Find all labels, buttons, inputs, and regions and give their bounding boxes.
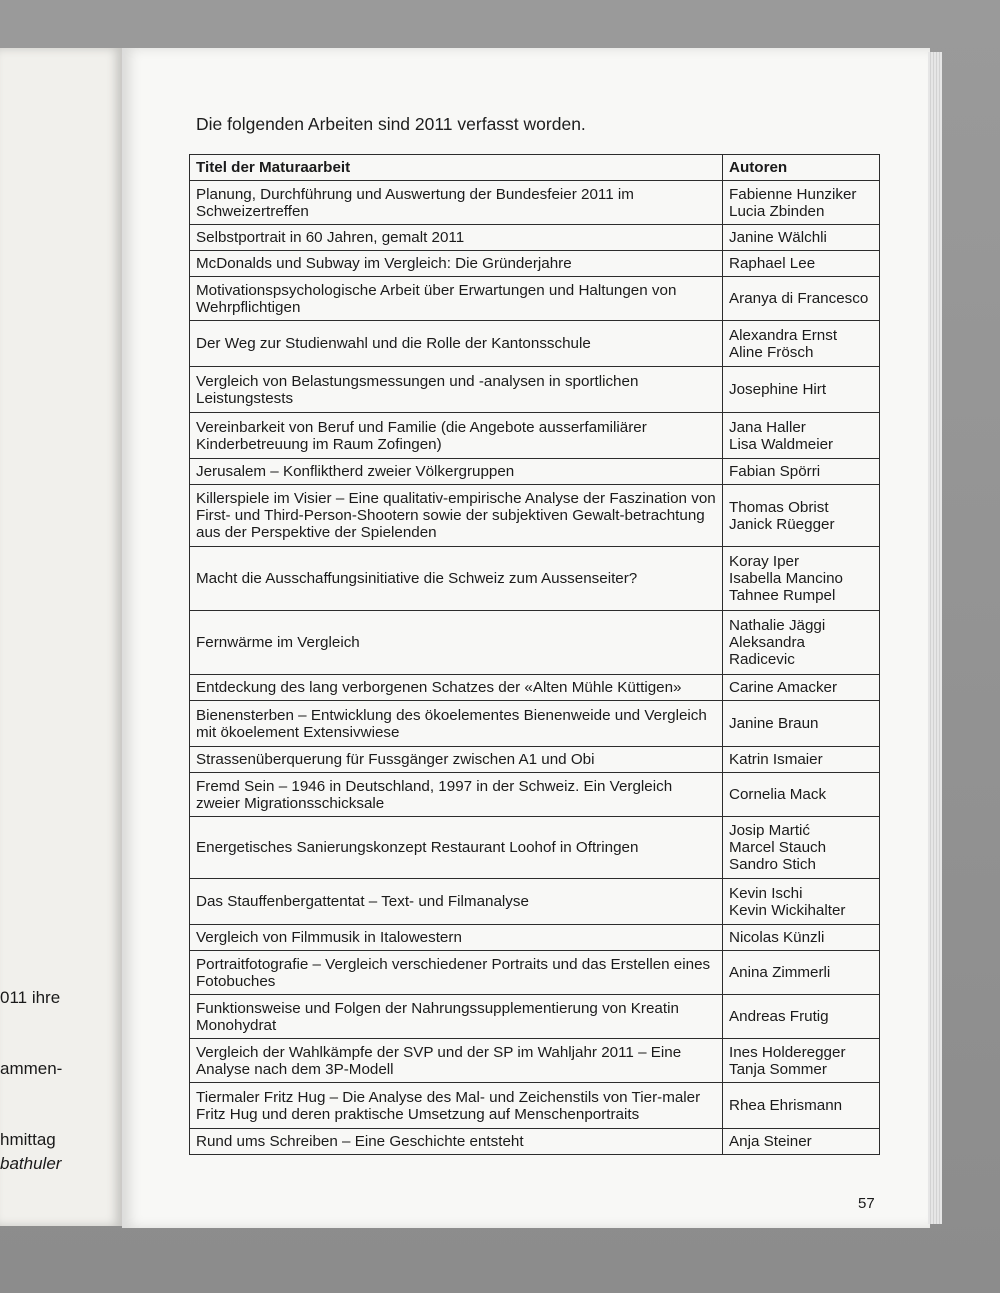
work-title-cell: Vergleich der Wahlkämpfe der SVP und der SP im Wahljahr 2011 – Eine Analyse nach dem 3P-Modell bbox=[190, 1039, 723, 1083]
author-name: Anina Zimmerli bbox=[729, 964, 831, 981]
work-title-cell: Der Weg zur Studienwahl und die Rolle der Kantonsschule bbox=[190, 321, 723, 367]
work-title-cell: Rund ums Schreiben – Eine Geschichte entsteht bbox=[190, 1129, 723, 1155]
table-row bbox=[190, 547, 880, 611]
table-row bbox=[190, 1039, 880, 1083]
authors-cell bbox=[723, 321, 880, 367]
author-name: Janick Rüegger bbox=[729, 515, 835, 533]
work-title-cell: Planung, Durchführung und Auswertung der Bundesfeier 2011 im Schweizertreffen bbox=[190, 181, 723, 225]
authors-cell bbox=[723, 995, 880, 1039]
work-title-cell: Vereinbarkeit von Beruf und Familie (die Angebote ausserfamiliärer Kinderbetreuung im Raum Zofingen) bbox=[190, 413, 723, 459]
author-name: Anja Steiner bbox=[729, 1133, 812, 1150]
author-name: Josephine Hirt bbox=[729, 381, 827, 398]
table-row bbox=[190, 1129, 880, 1155]
work-title-cell: Motivationspsychologische Arbeit über Erwartungen und Haltungen von Wehrpflichtigen bbox=[190, 277, 723, 321]
work-title-cell: Vergleich von Filmmusik in Italowestern bbox=[190, 925, 723, 951]
author-name: Raphael Lee bbox=[729, 255, 816, 272]
table-row bbox=[190, 817, 880, 879]
authors-cell bbox=[723, 181, 880, 225]
work-title-cell: Strassenüberquerung für Fussgänger zwischen A1 und Obi bbox=[190, 747, 723, 773]
work-title-cell: Portraitfotografie – Vergleich verschiedener Portraits und das Erstellen eines Fotobuches bbox=[190, 951, 723, 995]
left-page-text-line: hmittag bbox=[0, 1130, 56, 1149]
author-name: Aleksandra bbox=[729, 634, 805, 651]
table-row bbox=[190, 701, 880, 747]
authors-cell bbox=[723, 1039, 880, 1083]
author-name: Fabian Spörri bbox=[729, 463, 821, 480]
author-name: Andreas Frutig bbox=[729, 1008, 829, 1025]
authors-cell bbox=[723, 367, 880, 413]
author-name: Lucia Zbinden bbox=[729, 202, 825, 220]
left-page-text-line: 011 ihre bbox=[0, 988, 61, 1007]
author-name: Ines Holderegger bbox=[729, 1043, 846, 1061]
table-row bbox=[190, 225, 880, 251]
work-title-cell: McDonalds und Subway im Vergleich: Die Gründerjahre bbox=[190, 251, 723, 277]
page-number: 57 bbox=[858, 1195, 875, 1212]
authors-cell bbox=[723, 701, 880, 747]
authors-cell bbox=[723, 773, 880, 817]
author-name: Aranya di Francesco bbox=[729, 290, 869, 307]
author-name: Cornelia Mack bbox=[729, 786, 827, 803]
authors-cell bbox=[723, 225, 880, 251]
page-stack-edges bbox=[928, 52, 942, 1224]
intro-sentence: Die folgenden Arbeiten sind 2011 verfasst worden. bbox=[196, 114, 586, 134]
author-name: Jana Haller bbox=[729, 418, 806, 436]
authors-cell bbox=[723, 459, 880, 485]
authors-cell bbox=[723, 251, 880, 277]
author-name: Lisa Waldmeier bbox=[729, 435, 834, 453]
author-name: Kevin Ischi bbox=[729, 884, 803, 902]
author-name: Nicolas Künzli bbox=[729, 929, 825, 946]
work-title-cell: Entdeckung des lang verborgenen Schatzes der «Alten Mühle Küttigen» bbox=[190, 675, 723, 701]
work-title-cell: Killerspiele im Visier – Eine qualitativ-empirische Analyse der Faszination von First- und Third-Person-Shootern sowie der subjektiven Gewalt-betrachtung aus der Perspektive der Spielenden bbox=[190, 485, 723, 547]
work-title-cell: Macht die Ausschaffungsinitiative die Schweiz zum Aussenseiter? bbox=[190, 547, 723, 611]
table-row bbox=[190, 413, 880, 459]
authors-cell bbox=[723, 485, 880, 547]
author-name: Tahnee Rumpel bbox=[729, 587, 836, 604]
author-name: Marcel Stauch bbox=[729, 839, 827, 856]
author-name: Rhea Ehrismann bbox=[729, 1097, 843, 1114]
authors-cell bbox=[723, 925, 880, 951]
work-title-cell: Jerusalem – Konfliktherd zweier Völkergruppen bbox=[190, 459, 723, 485]
left-page-text-line: ammen- bbox=[0, 1059, 63, 1078]
author-name: Isabella Mancino bbox=[729, 570, 843, 587]
table-row bbox=[190, 747, 880, 773]
work-title-cell: Fremd Sein – 1946 in Deutschland, 1997 in der Schweiz. Ein Vergleich zweier Migrationsschicksale bbox=[190, 773, 723, 817]
table-row bbox=[190, 951, 880, 995]
table-row bbox=[190, 995, 880, 1039]
left-page-edge bbox=[0, 48, 122, 1226]
author-name: Fabienne Hunziker bbox=[729, 185, 857, 203]
authors-cell bbox=[723, 747, 880, 773]
author-name: Koray Iper bbox=[729, 553, 800, 570]
author-name: Alexandra Ernst bbox=[729, 326, 838, 344]
author-name: Josip Martić bbox=[729, 822, 811, 839]
authors-cell bbox=[723, 413, 880, 459]
work-title-cell: Fernwärme im Vergleich bbox=[190, 611, 723, 675]
table-row bbox=[190, 181, 880, 225]
table-row bbox=[190, 485, 880, 547]
work-title-cell: Tiermaler Fritz Hug – Die Analyse des Mal- und Zeichenstils von Tier-maler Fritz Hug und deren praktische Umsetzung auf Menschenportraits bbox=[190, 1083, 723, 1129]
author-name: Janine Braun bbox=[729, 715, 819, 732]
work-title-cell: Selbstportrait in 60 Jahren, gemalt 2011 bbox=[190, 225, 723, 251]
table-row bbox=[190, 1083, 880, 1129]
table-header-row bbox=[190, 155, 880, 181]
header-title: Titel der Maturaarbeit bbox=[190, 155, 723, 181]
table-row bbox=[190, 611, 880, 675]
author-name: Kevin Wickihalter bbox=[729, 901, 846, 919]
author-name: Thomas Obrist bbox=[729, 498, 829, 516]
table-row bbox=[190, 925, 880, 951]
authors-cell bbox=[723, 611, 880, 675]
left-page-text-line: bathuler bbox=[0, 1154, 62, 1173]
authors-cell bbox=[723, 817, 880, 879]
author-name: Radicevic bbox=[729, 651, 795, 668]
table-row bbox=[190, 251, 880, 277]
authors-cell bbox=[723, 951, 880, 995]
authors-cell bbox=[723, 1083, 880, 1129]
header-authors: Autoren bbox=[723, 155, 880, 181]
work-title-cell: Funktionsweise und Folgen der Nahrungssupplementierung von Kreatin Monohydrat bbox=[190, 995, 723, 1039]
authors-cell bbox=[723, 675, 880, 701]
table-row bbox=[190, 675, 880, 701]
author-name: Nathalie Jäggi bbox=[729, 617, 826, 634]
authors-cell bbox=[723, 277, 880, 321]
authors-cell bbox=[723, 879, 880, 925]
table-row bbox=[190, 277, 880, 321]
work-title-cell: Energetisches Sanierungskonzept Restaurant Loohof in Oftringen bbox=[190, 817, 723, 879]
table-row bbox=[190, 879, 880, 925]
table-row bbox=[190, 321, 880, 367]
work-title-cell: Vergleich von Belastungsmessungen und -analysen in sportlichen Leistungstests bbox=[190, 367, 723, 413]
work-title-cell: Das Stauffenbergattentat – Text- und Filmanalyse bbox=[190, 879, 723, 925]
author-name: Aline Frösch bbox=[729, 343, 814, 361]
table-row bbox=[190, 367, 880, 413]
table-row bbox=[190, 459, 880, 485]
author-name: Tanja Sommer bbox=[729, 1060, 827, 1078]
table-row bbox=[190, 773, 880, 817]
author-name: Sandro Stich bbox=[729, 856, 816, 873]
author-name: Carine Amacker bbox=[729, 679, 838, 696]
authors-cell bbox=[723, 547, 880, 611]
author-name: Katrin Ismaier bbox=[729, 751, 823, 768]
work-title-cell: Bienensterben – Entwicklung des ökoelementes Bienenweide und Vergleich mit ökoelement Extensivwiese bbox=[190, 701, 723, 747]
authors-cell bbox=[723, 1129, 880, 1155]
author-name: Janine Wälchli bbox=[729, 229, 827, 246]
maturaarbeiten-table bbox=[189, 154, 880, 1155]
table-body bbox=[190, 181, 880, 1155]
